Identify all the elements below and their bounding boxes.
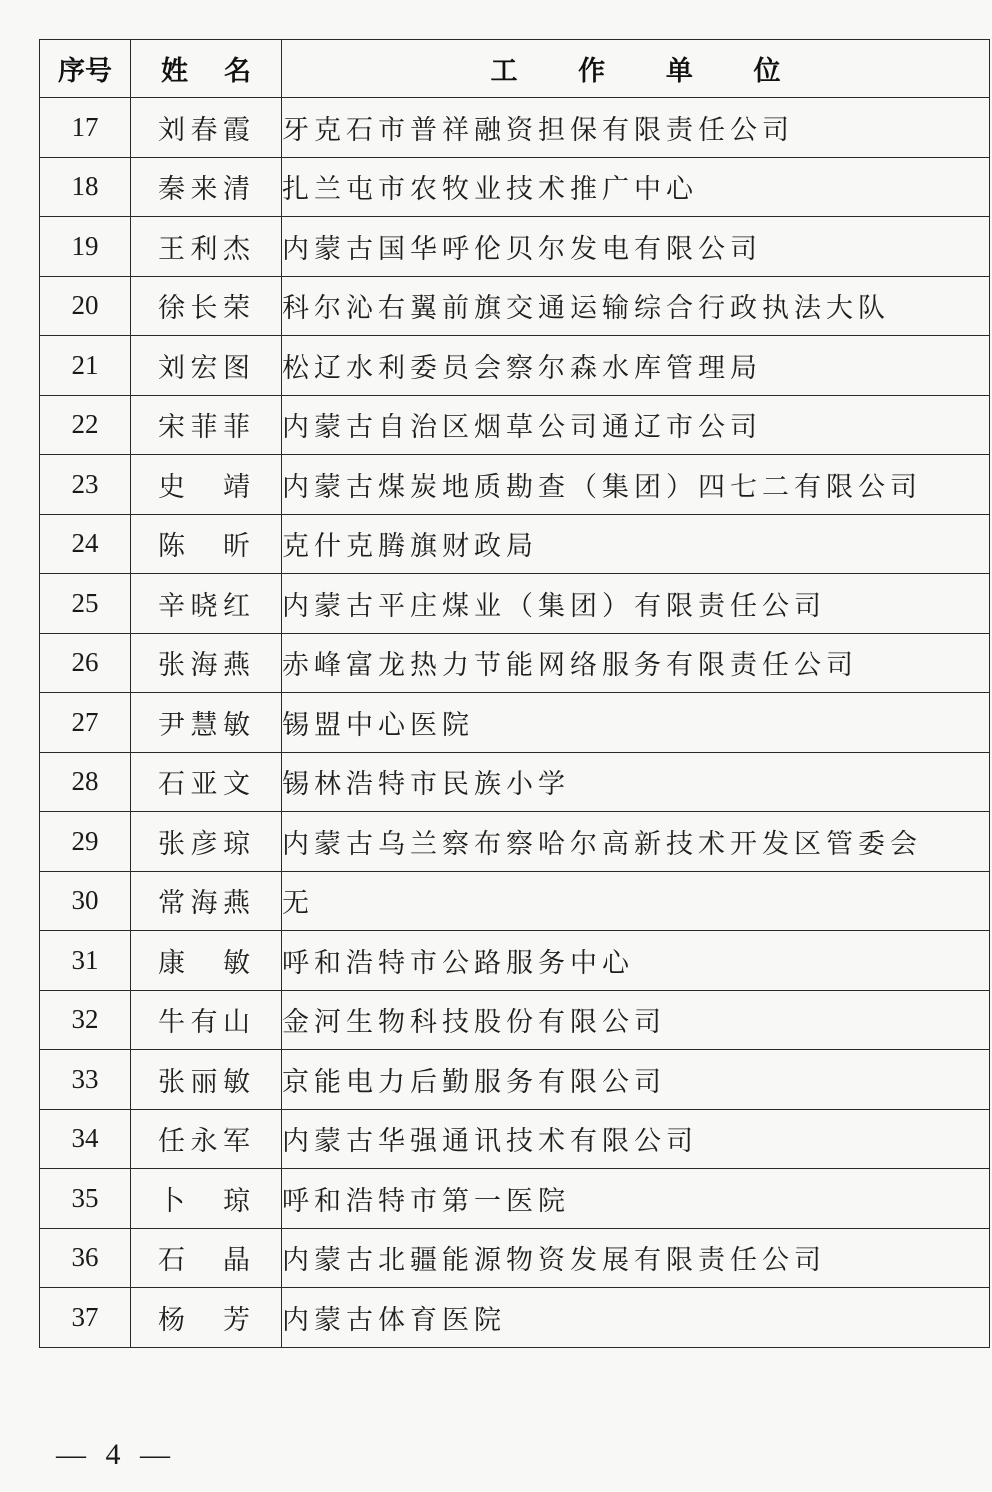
serial-number-cell: 27 bbox=[40, 693, 131, 753]
work-unit-cell: 内蒙古国华呼伦贝尔发电有限公司 bbox=[282, 217, 990, 277]
name-cell bbox=[131, 98, 282, 158]
table-row bbox=[40, 1169, 990, 1229]
table-header-row bbox=[40, 40, 990, 98]
serial-number-cell: 20 bbox=[40, 276, 131, 336]
name-cell bbox=[131, 1288, 282, 1348]
work-unit-cell: 京能电力后勤服务有限公司 bbox=[282, 1050, 990, 1110]
work-unit-cell: 呼和浩特市公路服务中心 bbox=[282, 931, 990, 991]
work-unit-cell: 呼和浩特市第一医院 bbox=[282, 1169, 990, 1229]
person-name: 康 敏 bbox=[158, 947, 254, 979]
work-unit-cell: 牙克石市普祥融资担保有限责任公司 bbox=[282, 98, 990, 158]
name-cell bbox=[131, 455, 282, 515]
roster-table bbox=[39, 39, 990, 1348]
table-row bbox=[40, 395, 990, 455]
serial-number-cell: 26 bbox=[40, 633, 131, 693]
person-name: 王利杰 bbox=[158, 233, 254, 265]
work-unit-cell: 内蒙古北疆能源物资发展有限责任公司 bbox=[282, 1228, 990, 1288]
person-name: 陈 昕 bbox=[158, 531, 254, 563]
serial-number-cell: 28 bbox=[40, 752, 131, 812]
person-name: 石 晶 bbox=[158, 1245, 254, 1277]
serial-number-cell: 37 bbox=[40, 1288, 131, 1348]
table-row bbox=[40, 990, 990, 1050]
person-name: 卜 琼 bbox=[158, 1185, 254, 1217]
name-cell bbox=[131, 990, 282, 1050]
header-work-unit-label: 工 作 单 位 bbox=[490, 56, 781, 87]
table-row bbox=[40, 336, 990, 396]
table-row bbox=[40, 1228, 990, 1288]
serial-number-cell: 29 bbox=[40, 812, 131, 872]
serial-number-cell: 18 bbox=[40, 157, 131, 217]
person-name: 张丽敏 bbox=[158, 1066, 254, 1098]
person-name: 尹慧敏 bbox=[158, 709, 254, 741]
serial-number-cell: 31 bbox=[40, 931, 131, 991]
person-name: 徐长荣 bbox=[158, 293, 254, 325]
person-name: 任永军 bbox=[158, 1126, 254, 1158]
person-name: 宋菲菲 bbox=[158, 412, 254, 444]
name-cell bbox=[131, 752, 282, 812]
table-row bbox=[40, 871, 990, 931]
person-name: 杨 芳 bbox=[158, 1304, 254, 1336]
table-row bbox=[40, 455, 990, 515]
work-unit-cell: 金河生物科技股份有限公司 bbox=[282, 990, 990, 1050]
name-cell bbox=[131, 633, 282, 693]
name-cell bbox=[131, 276, 282, 336]
person-name: 刘春霞 bbox=[158, 114, 254, 146]
work-unit-cell: 内蒙古自治区烟草公司通辽市公司 bbox=[282, 395, 990, 455]
work-unit-cell: 内蒙古平庄煤业（集团）有限责任公司 bbox=[282, 574, 990, 634]
name-cell bbox=[131, 157, 282, 217]
name-cell bbox=[131, 871, 282, 931]
table-row bbox=[40, 633, 990, 693]
person-name: 秦来清 bbox=[158, 174, 254, 206]
work-unit-cell: 内蒙古煤炭地质勘查（集团）四七二有限公司 bbox=[282, 455, 990, 515]
header-name bbox=[131, 40, 282, 98]
table-row bbox=[40, 217, 990, 277]
person-name: 常海燕 bbox=[158, 888, 254, 920]
person-name: 石亚文 bbox=[158, 769, 254, 801]
name-cell bbox=[131, 217, 282, 277]
serial-number-cell: 21 bbox=[40, 336, 131, 396]
serial-number-cell: 36 bbox=[40, 1228, 131, 1288]
table-row bbox=[40, 276, 990, 336]
serial-number-cell: 17 bbox=[40, 98, 131, 158]
serial-number-cell: 30 bbox=[40, 871, 131, 931]
table-row bbox=[40, 1109, 990, 1169]
person-name: 牛有山 bbox=[158, 1007, 254, 1039]
table-row bbox=[40, 693, 990, 753]
work-unit-cell: 内蒙古体育医院 bbox=[282, 1288, 990, 1348]
work-unit-cell: 扎兰屯市农牧业技术推广中心 bbox=[282, 157, 990, 217]
serial-number-cell: 25 bbox=[40, 574, 131, 634]
work-unit-cell: 克什克腾旗财政局 bbox=[282, 514, 990, 574]
serial-number-cell: 19 bbox=[40, 217, 131, 277]
table-row bbox=[40, 98, 990, 158]
serial-number-cell: 34 bbox=[40, 1109, 131, 1169]
work-unit-cell: 赤峰富龙热力节能网络服务有限责任公司 bbox=[282, 633, 990, 693]
person-name: 辛晓红 bbox=[158, 590, 254, 622]
table-row bbox=[40, 1050, 990, 1110]
name-cell bbox=[131, 395, 282, 455]
name-cell bbox=[131, 574, 282, 634]
serial-number-cell: 23 bbox=[40, 455, 131, 515]
name-cell bbox=[131, 693, 282, 753]
person-name: 张海燕 bbox=[158, 650, 254, 682]
table-row bbox=[40, 514, 990, 574]
table-row bbox=[40, 1288, 990, 1348]
person-name: 史 靖 bbox=[158, 471, 254, 503]
table-row bbox=[40, 931, 990, 991]
name-cell bbox=[131, 812, 282, 872]
table-row bbox=[40, 812, 990, 872]
page-number: — 4 — bbox=[56, 1438, 176, 1471]
header-name-label: 姓 名 bbox=[161, 56, 251, 87]
name-cell bbox=[131, 1169, 282, 1229]
table-row bbox=[40, 574, 990, 634]
header-serial-number: 序号 bbox=[40, 40, 131, 98]
serial-number-cell: 24 bbox=[40, 514, 131, 574]
table-row bbox=[40, 752, 990, 812]
serial-number-cell: 22 bbox=[40, 395, 131, 455]
work-unit-cell: 内蒙古华强通讯技术有限公司 bbox=[282, 1109, 990, 1169]
work-unit-cell: 锡林浩特市民族小学 bbox=[282, 752, 990, 812]
work-unit-cell: 内蒙古乌兰察布察哈尔高新技术开发区管委会 bbox=[282, 812, 990, 872]
serial-number-cell: 32 bbox=[40, 990, 131, 1050]
name-cell bbox=[131, 336, 282, 396]
name-cell bbox=[131, 514, 282, 574]
name-cell bbox=[131, 1228, 282, 1288]
serial-number-cell: 35 bbox=[40, 1169, 131, 1229]
roster-body bbox=[40, 98, 990, 1348]
person-name: 刘宏图 bbox=[158, 352, 254, 384]
name-cell bbox=[131, 1109, 282, 1169]
work-unit-cell: 松辽水利委员会察尔森水库管理局 bbox=[282, 336, 990, 396]
name-cell bbox=[131, 931, 282, 991]
header-work-unit bbox=[282, 40, 990, 98]
name-cell bbox=[131, 1050, 282, 1110]
work-unit-cell: 无 bbox=[282, 871, 990, 931]
work-unit-cell: 锡盟中心医院 bbox=[282, 693, 990, 753]
work-unit-cell: 科尔沁右翼前旗交通运输综合行政执法大队 bbox=[282, 276, 990, 336]
person-name: 张彦琼 bbox=[158, 828, 254, 860]
serial-number-cell: 33 bbox=[40, 1050, 131, 1110]
table-row bbox=[40, 157, 990, 217]
